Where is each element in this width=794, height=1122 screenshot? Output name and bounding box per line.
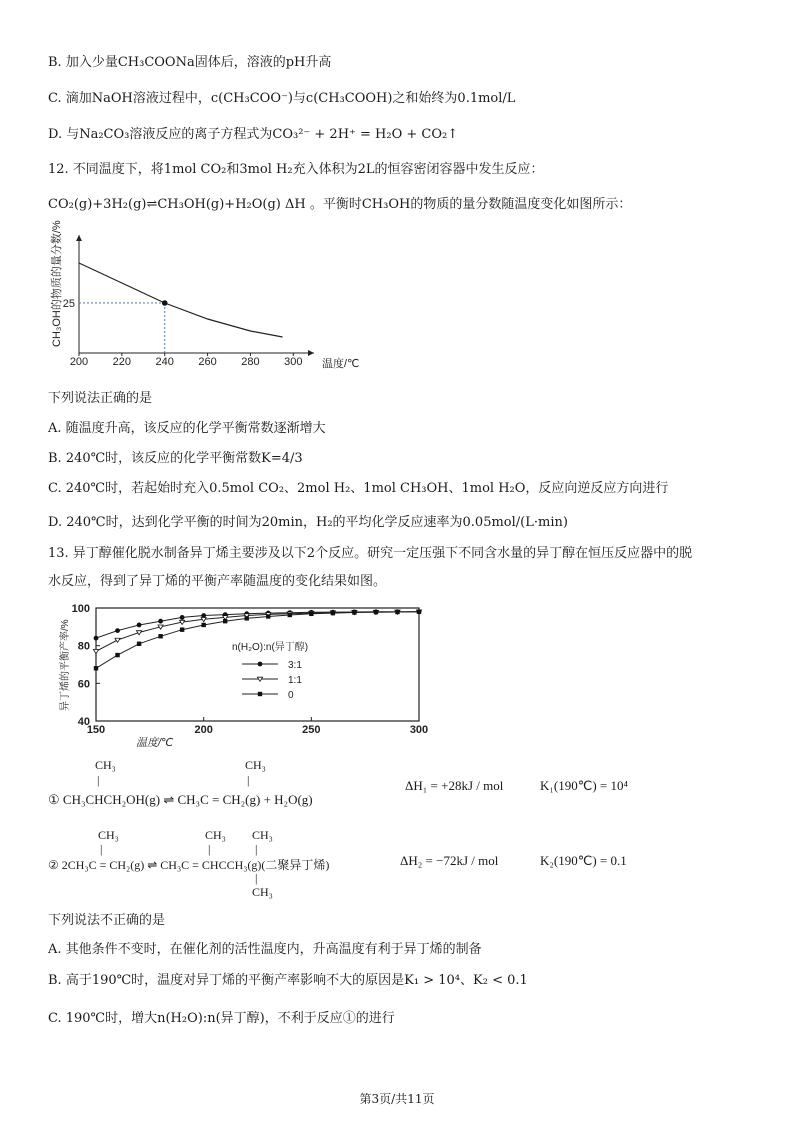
y-axis-arrow — [76, 235, 82, 241]
point-0 — [309, 612, 313, 616]
x-tick-label: 250 — [302, 724, 321, 736]
q13-option-c: C. 190℃时，增大n(H₂O):n(异丁醇)，不利于反应①的进行 — [48, 1011, 395, 1026]
y-tick-label: 60 — [77, 678, 90, 691]
point-0 — [245, 616, 249, 620]
legend-label-0: 0 — [288, 690, 294, 701]
r1-methyl-2: CH₃ — [245, 758, 266, 772]
point-0 — [417, 610, 421, 614]
y-tick-label: 100 — [71, 603, 90, 615]
q12-option-d: D. 240℃时，达到化学平衡的时间为20min，H₂的平均化学反应速率为0.05mol/(L·min) — [48, 515, 568, 530]
x-tick-label: 240 — [155, 356, 174, 368]
series-line-3:1 — [96, 612, 419, 638]
point-0 — [94, 666, 98, 670]
point-0 — [180, 627, 184, 631]
r2-methyl-1: CH₃ — [98, 828, 119, 842]
x-tick-label: 300 — [284, 356, 303, 368]
reaction-1: ① CH₃CHCH₂OH(g) ⇌ CH₃C = CH₂(g) + H₂O(g) — [48, 792, 313, 807]
q11-option-d: D. 与Na₂CO₃溶液反应的离子方程式为CO₃²⁻ + 2H⁺ = H₂O + CO₂↑ — [48, 127, 459, 142]
reaction-1-enthalpy: ΔH₁ = +28kJ / mol — [405, 778, 504, 793]
r1-bond-2: | — [247, 773, 250, 787]
r1-bond-1: | — [97, 773, 100, 787]
highlight-point — [162, 300, 168, 306]
x-tick-label: 220 — [112, 356, 132, 368]
point-0 — [115, 653, 119, 657]
y-tick-label: 25 — [62, 298, 75, 310]
x-axis-arrow — [308, 350, 314, 356]
r2-methyl-4: CH₃ — [252, 885, 273, 899]
point-0 — [223, 619, 227, 623]
r2-bond-3: | — [255, 842, 258, 856]
reaction-2: ② 2CH₃C = CH₂(g) ⇌ CH₃C = CHCCH₃(g)(二聚异丁烯) — [48, 858, 330, 872]
q13-option-b: B. 高于190℃时，温度对异丁烯的平衡产率影响不大的原因是K₁ > 10⁴、K₂ < 0.1 — [48, 973, 528, 988]
q12-equation: CO₂(g)+3H₂(g)⇌CH₃OH(g)+H₂O(g) ΔH 。平衡时CH₃OH的物质的量分数随温度变化如图所示： — [48, 197, 632, 212]
y-axis-label: CH₃OH的物质的量分数/% — [51, 220, 63, 347]
x-axis-label: 温度/℃ — [136, 737, 174, 749]
q12-question: 下列说法正确的是 — [48, 391, 153, 406]
q12-option-b: B. 240℃时，该反应的化学平衡常数K=4/3 — [48, 451, 303, 466]
point-1:1 — [93, 650, 98, 654]
x-axis-label: 温度/℃ — [322, 358, 360, 370]
point-0 — [266, 614, 270, 618]
r2-bond-4: | — [255, 871, 258, 885]
series-line-0 — [96, 612, 419, 669]
page-footer: 第3页/共11页 — [359, 1092, 435, 1106]
reaction-2-enthalpy: ΔH₂ = −72kJ / mol — [400, 853, 499, 868]
x-tick-label: 200 — [194, 724, 213, 736]
series-line — [79, 263, 283, 337]
point-3:1 — [180, 615, 185, 620]
x-tick-label: 300 — [409, 724, 429, 736]
q12-stem: 12. 不同温度下，将1mol CO₂和3mol H₂充入体积为2L的恒容密闭容器中发生反应： — [48, 162, 544, 177]
methanol-fraction-chart — [44, 220, 360, 378]
q12-option-c: C. 240℃时，若起始时充入0.5mol CO₂、2mol H₂、1mol CH₃OH、1mol H₂O，反应向逆反应方向进行 — [48, 481, 669, 496]
point-3:1 — [115, 628, 120, 633]
r2-methyl-3: CH₃ — [252, 828, 273, 842]
q13-stem-2: 水反应，得到了异丁烯的平衡产率随温度的变化结果如图。 — [48, 574, 387, 589]
x-tick-label: 260 — [198, 356, 217, 368]
point-3:1 — [137, 623, 142, 628]
y-axis-label: 异丁烯的平衡产率/% — [60, 619, 71, 711]
point-0 — [137, 642, 141, 646]
r1-methyl-1: CH₃ — [95, 758, 116, 772]
x-tick-label: 150 — [86, 724, 106, 736]
r2-bond-2: | — [208, 842, 211, 856]
reaction-2-k: K₂(190℃) = 0.1 — [540, 853, 627, 868]
legend-marker-0 — [258, 692, 262, 696]
point-3:1 — [158, 619, 163, 624]
isobutylene-yield-chart — [54, 598, 434, 748]
x-tick-label: 280 — [241, 356, 260, 368]
legend-marker-3:1 — [258, 662, 263, 667]
q12-option-a: A. 随温度升高，该反应的化学平衡常数逐渐增大 — [48, 421, 326, 436]
point-0 — [158, 634, 162, 638]
legend-label-1:1: 1:1 — [288, 675, 302, 686]
legend-title: n(H₂O):n(异丁醇) — [232, 642, 309, 653]
q13-stem-1: 13. 异丁醇催化脱水制备异丁烯主要涉及以下2个反应。研究一定压强下不同含水量的异丁醇在恒压反应器中的脱 — [48, 546, 693, 561]
legend-label-3:1: 3:1 — [288, 660, 302, 671]
point-0 — [288, 613, 292, 617]
q13-option-a: A. 其他条件不变时，在催化剂的活性温度内，升高温度有利于异丁烯的制备 — [48, 942, 482, 957]
q13-question: 下列说法不正确的是 — [48, 913, 166, 928]
point-1:1 — [115, 638, 120, 642]
q11-option-c: C. 滴加NaOH溶液过程中，c(CH₃COO⁻)与c(CH₃COOH)之和始终为0.1mol/L — [48, 91, 516, 106]
reaction-1-k: K₁(190℃) = 10⁴ — [540, 778, 629, 793]
point-0 — [374, 610, 378, 614]
q11-option-b: B. 加入少量CH₃COONa固体后，溶液的pH升高 — [48, 55, 332, 70]
point-0 — [352, 610, 356, 614]
y-tick-label: 40 — [77, 716, 90, 728]
point-3:1 — [94, 636, 99, 641]
point-0 — [395, 610, 399, 614]
point-0 — [201, 623, 205, 627]
y-tick-label: 80 — [77, 640, 90, 653]
x-tick-label: 200 — [69, 356, 89, 368]
r2-bond-1: | — [100, 842, 103, 856]
r2-methyl-2: CH₃ — [205, 828, 226, 842]
point-0 — [331, 611, 335, 615]
